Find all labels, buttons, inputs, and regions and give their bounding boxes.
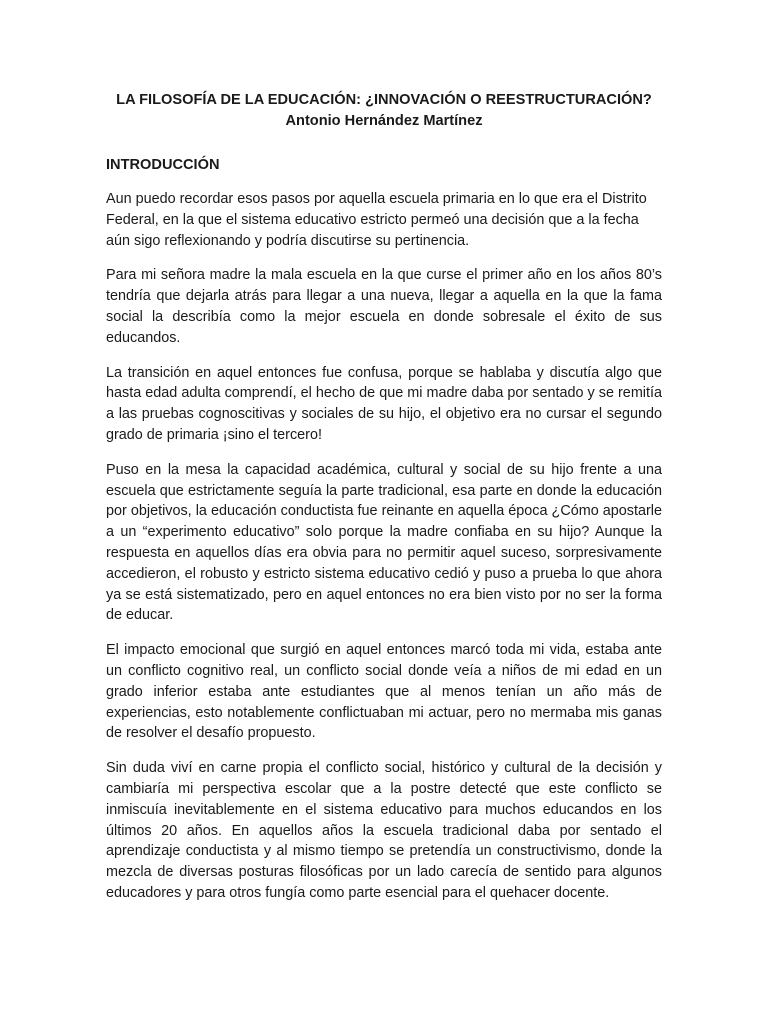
document-title: LA FILOSOFÍA DE LA EDUCACIÓN: ¿INNOVACIÓN O REESTRUCTURACIÓN? [116,92,652,108]
paragraph-4: Puso en la mesa la capacidad académica, cultural y social de su hijo frente a una escuela que estrictamente seguía la parte tradicional, esa parte en donde la educación por objetivos, la educación conductista fue reinante en aquella época ¿Cómo apostarle a un “experimento educativo” solo porque la madre confiaba en su hijo? Aunque la respuesta en aquellos días era obvia para no permitir aquel suceso, sorpresivamente accedieron, el robusto y estricto sistema educativo cedió y puso a prueba lo que ahora ya se está sistematizado, pero en aquel entonces no era bien visto por no ser la forma de educar. [106,461,662,624]
paragraph-2: Para mi señora madre la mala escuela en la que curse el primer año en los años 80’s tendría que dejarla atrás para llegar a una nueva, llegar a aquella en la que la fama social la describía como la mejor escuela en donde sobresale el éxito de sus educandos. [106,267,662,346]
paragraph-1: Aun puedo recordar esos pasos por aquella escuela primaria en lo que era el Distrito Federal, en la que el sistema educativo estricto permeó una decisión que a la fecha aún sigo reflexionando y podría discutirse su pertinencia. [106,191,647,249]
paragraph-5: El impacto emocional que surgió en aquel entonces marcó toda mi vida, estaba ante un conflicto cognitivo real, un conflicto social donde veía a niños de mi edad en un grado inferior estaba ante estudiantes que al menos tenían un año más de experiencias, esto notablemente conflictuaban mi actuar, pero no mermaba mis ganas de resolver el desafío propuesto. [106,642,662,742]
section-heading: INTRODUCCIÓN [106,157,220,173]
paragraph-6: Sin duda viví en carne propia el conflicto social, histórico y cultural de la decisión y cambiaría mi perspectiva escolar que a la postre detecté que este conflicto se inmiscuía inevitablemente en el sistema educativo para muchos educandos en los últimos 20 años. En aquellos años la escuela tradicional daba por sentado el aprendizaje conductista y al mismo tiempo se pretendía un constructivismo, donde la mezcla de diversas posturas filosóficas por un lado carecía de sentido para algunos educadores y para otros fungía como parte esencial para el quehacer docente. [106,760,662,901]
document-author: Antonio Hernández Martínez [285,113,483,129]
paragraph-3: La transición en aquel entonces fue confusa, porque se hablaba y discutía algo que hasta edad adulta comprendí, el hecho de que mi madre daba por sentado y se remitía a las pruebas cognoscitivas y sociales de su hijo, el objetivo era no cursar el segundo grado de primaria ¡sino el tercero! [106,364,662,443]
